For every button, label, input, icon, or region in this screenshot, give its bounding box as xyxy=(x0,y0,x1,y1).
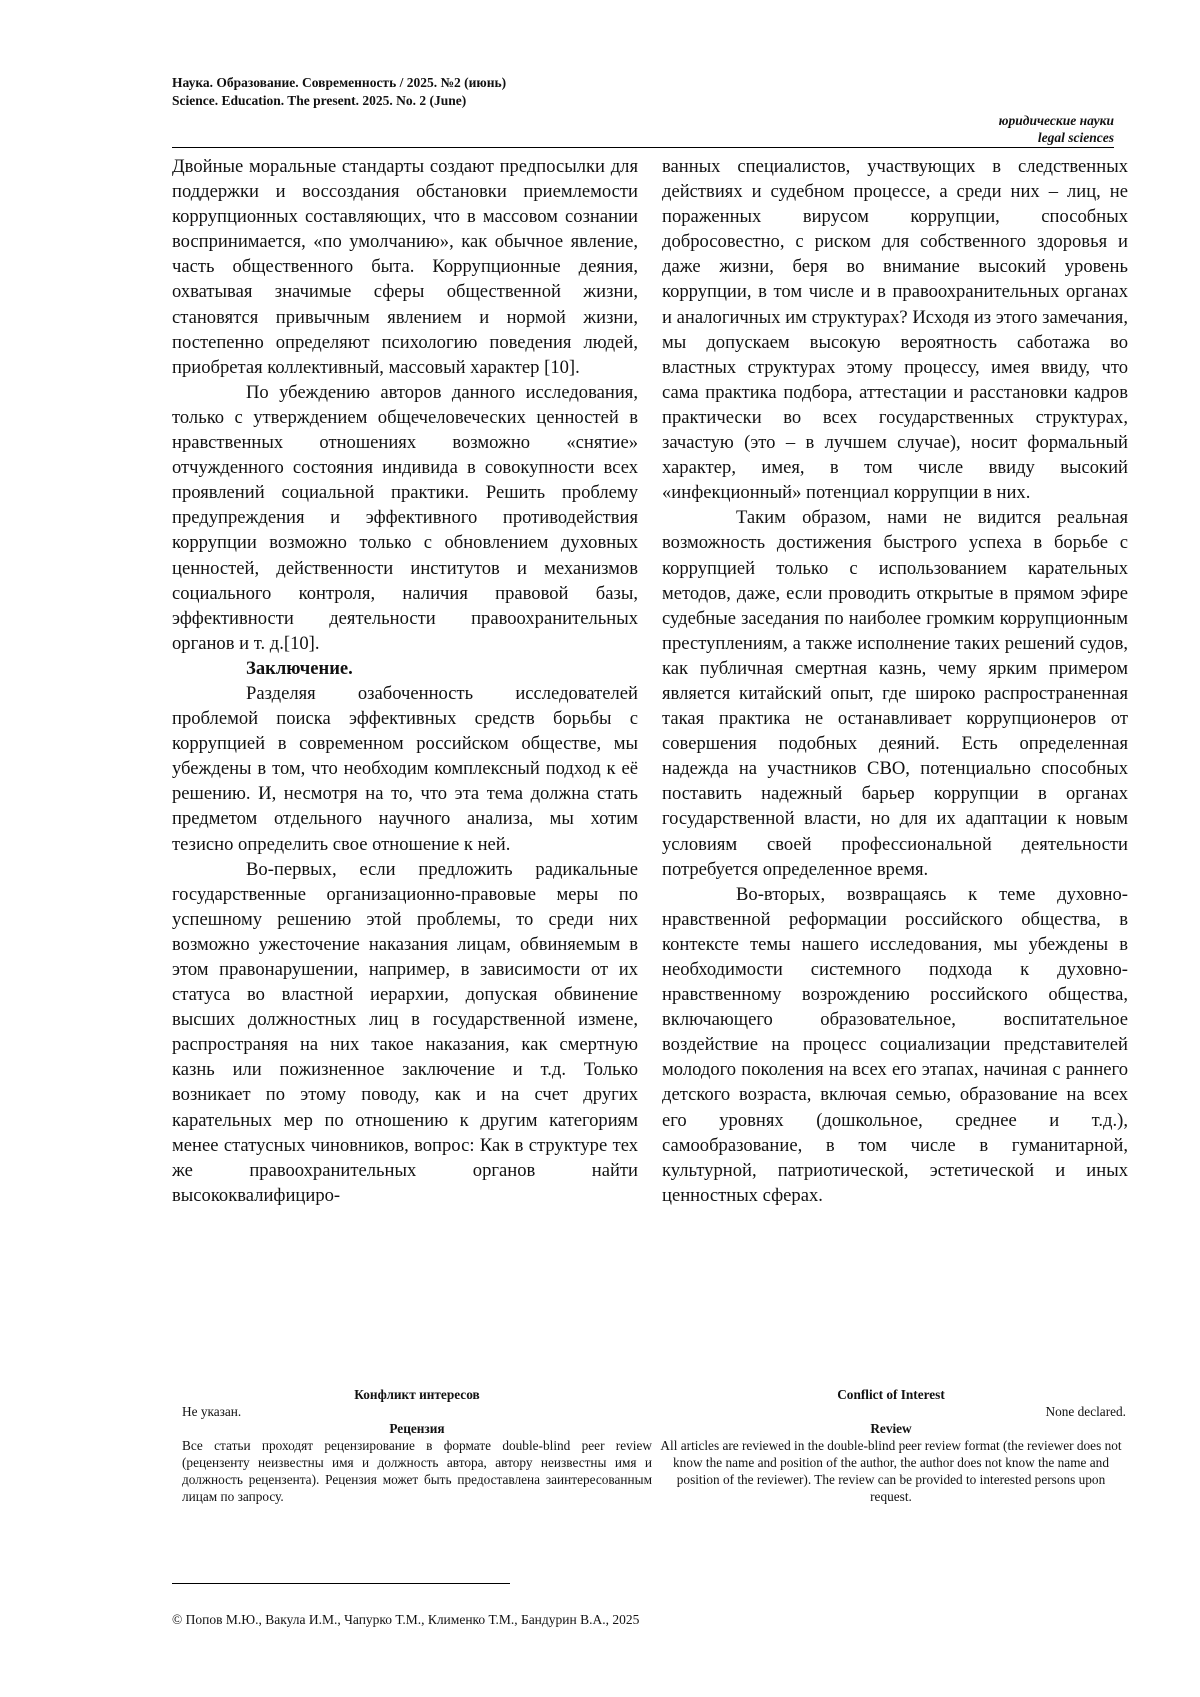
conflict-text-ru: Не указан. xyxy=(182,1404,242,1419)
review-text-ru: Все статьи проходят рецензирование в формате double-blind peer review (рецензенту неизвестны имя и должность автора, автору неизвестны имя и должность рецензента). Рецензия может быть предоставлена заинтересованным лицам по запросу. xyxy=(182,1438,652,1504)
paragraph: По убеждению авторов данного исследования, только с утверждением общечеловеческих ценностей в нравственных отношениях возможно «снятие» отчужденного состояния индивида в совокупности всех проявлений социальной практики. Решить проблему предупреждения и эффективного противодействия коррупции возможно только с обновлением духовных ценностей, действенности институтов и механизмов социального контроля, наличия правовой базы, эффективности деятельности правоохранительных органов и т. д.[10]. xyxy=(172,381,638,654)
footer-ru xyxy=(182,1386,652,1505)
section-name-ru: юридические науки xyxy=(998,113,1114,128)
right-column xyxy=(662,154,1128,1208)
review-heading-ru: Рецензия xyxy=(389,1421,445,1436)
section-name-en: legal sciences xyxy=(1037,130,1114,145)
conflict-heading-en: Conflict of Interest xyxy=(837,1387,945,1402)
section-tag xyxy=(999,112,1114,146)
left-column xyxy=(172,154,638,1208)
conflict-text-en: None declared. xyxy=(1045,1404,1126,1419)
journal-header xyxy=(172,74,506,110)
paragraph: Таким образом, нами не видится реальная возможность достижения быстрого успеха в борьбе с коррупцией только с использованием карательных методов, даже, если проводить открытые в прямом эфире судебные заседания по наиболее громким коррупционным преступлениям, а также исполнение таких решений судов, как публичная смертная казнь, чему ярким примером является китайский опыт, где широко распространенная такая практика не останавливает коррупционеров от совершения подобных деяний. Есть определенная надежда на участников СВО, потенциально способных поставить надежный барьер коррупции в органах государственной власти, но для их адаптации к новым условиям своей профессиональной деятельности потребуется определенное время. xyxy=(662,507,1128,880)
paragraph: Во-первых, если предложить радикальные государственные организационно-правовые меры по успешному решению этой проблемы, то среди них возможно ужесточение наказания лицам, обвиняемым в этом правонарушении, например, в зависимости от их статуса во властной иерархии, допуская обвинение высших должностных лиц в государственной измене, распространяя на них такое наказания, как смертную казнь или пожизненное заключение и т.д. Только возникает по этому поводу, как и на счет других карательных мер по отношению к другим категориям менее статусных чиновников, вопрос: Как в структуре тех же правоохранительных органов найти высококвалифициро- xyxy=(172,858,638,1206)
journal-title-ru: Наука. Образование. Современность / 2025. №2 (июнь) xyxy=(172,75,507,90)
paragraph: ванных специалистов, участвующих в следственных действиях и судебном процессе, а среди них – лиц, не пораженных вирусом коррупции, способных добросовестно, с риском для собственного здоровья и даже жизни, беря во внимание высокий уровень коррупции, в том числе и в правоохранительных органах и аналогичных им структурах? Исходя из этого замечания, мы допускаем высокую вероятность саботажа во властных структурах этому процессу, имея ввиду, что сама практика подбора, аттестации и расстановки кадров практически во всех государственных структурах, зачастую (это – в лучшем случае), носит формальный характер, имея, в том числе ввиду высокий «инфекционный» потенциал коррупции в них. xyxy=(662,156,1128,504)
header-divider xyxy=(172,147,1114,148)
footer-en xyxy=(656,1386,1126,1505)
paragraph: Во-вторых, возвращаясь к теме духовно-нравственной реформации российского общества, в контексте темы нашего исследования, мы убеждены в необходимости системного подхода к духовно-нравственному возрождению российского общества, включающего образовательное, воспитательное воздействие на процесс социализации представителей молодого поколения на всех его этапах, начиная с раннего детского возраста, включая семью, образование на всех его уровнях (дошкольное, среднее и т.д.), самообразование, в том числе в гуманитарной, культурной, патриотической, эстетической и иных ценностных сферах. xyxy=(662,883,1128,1206)
conflict-heading-ru: Конфликт интересов xyxy=(354,1387,480,1402)
journal-title-en: Science. Education. The present. 2025. No. 2 (June) xyxy=(172,93,467,108)
review-heading-en: Review xyxy=(870,1421,912,1436)
conclusion-heading: Заключение. xyxy=(246,657,353,679)
paragraph: Разделяя озабоченность исследователей проблемой поиска эффективных средств борьбы с коррупцией в современном российском обществе, мы убеждены в том, что необходим комплексный подход к её решению. И, несмотря на то, что эта тема должна стать предметом отдельного научного анализа, мы хотим тезисно определить свое отношение к ней. xyxy=(172,682,638,855)
review-text-en: All articles are reviewed in the double-blind peer review format (the reviewer does not know the name and position of the author, the author does not know the name and position of the reviewer). The review can be provided to interested persons upon request. xyxy=(660,1438,1122,1504)
paragraph: Двойные моральные стандарты создают предпосылки для поддержки и воссоздания обстановки приемлемости коррупционных составляющих, что в массовом сознании воспринимается, «по умолчанию», как обычное явление, часть общественного быта. Коррупционные деяния, охватывая значимые сферы общественной жизни, становятся привычным явлением и нормой жизни, постепенно определяют психологию поведения людей, приобретая коллективный, массовый характер [10]. xyxy=(172,156,638,378)
footnote-divider xyxy=(172,1583,510,1584)
copyright-line: © Попов М.Ю., Вакула И.М., Чапурко Т.М., Клименко Т.М., Бандурин В.А., 2025 xyxy=(172,1612,640,1627)
